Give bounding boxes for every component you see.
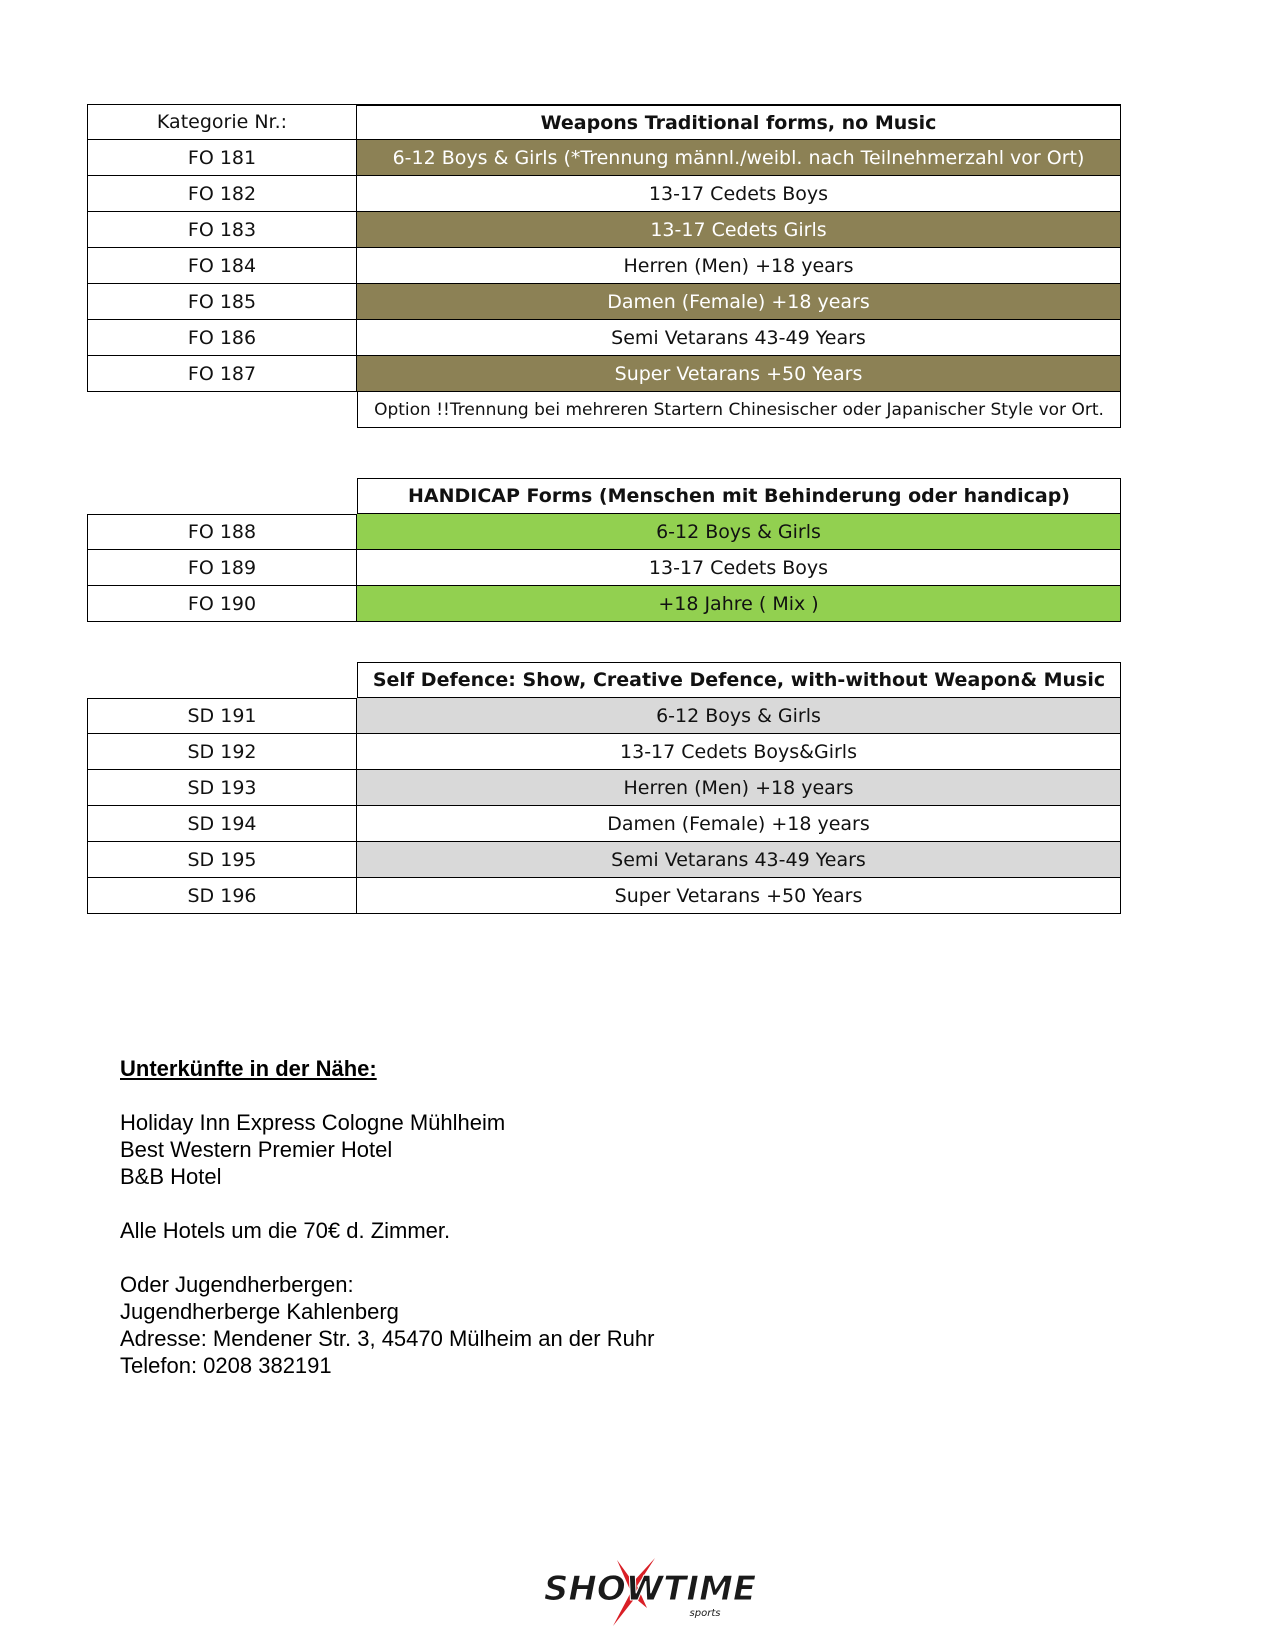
category-code: SD 191 xyxy=(87,698,357,734)
accommodation-title: Unterkünfte in der Nähe: xyxy=(120,1056,377,1081)
category-code: FO 181 xyxy=(87,140,357,176)
category-code: SD 193 xyxy=(87,770,357,806)
category-label: Semi Vetarans 43-49 Years xyxy=(357,842,1121,878)
category-code: FO 190 xyxy=(87,586,357,622)
table-row xyxy=(87,842,1121,878)
category-label: Herren (Men) +18 years xyxy=(357,770,1121,806)
category-label: 6-12 Boys & Girls xyxy=(357,698,1121,734)
hostel-phone: Telefon: 0208 382191 xyxy=(120,1353,332,1378)
table-row xyxy=(87,770,1121,806)
table-row xyxy=(87,284,1121,320)
table-row xyxy=(87,734,1121,770)
table-row xyxy=(87,878,1121,914)
category-label: 13-17 Cedets Girls xyxy=(357,212,1121,248)
logo-subtext: sports xyxy=(689,1608,721,1619)
table-row xyxy=(87,806,1121,842)
table-row xyxy=(87,176,1121,212)
category-code: SD 195 xyxy=(87,842,357,878)
table-row xyxy=(87,320,1121,356)
note-row xyxy=(87,392,1121,428)
table-row xyxy=(87,550,1121,586)
table-header-row xyxy=(87,478,1121,514)
table-row xyxy=(87,356,1121,392)
category-label: Herren (Men) +18 years xyxy=(357,248,1121,284)
weapons-header: Weapons Traditional forms, no Music xyxy=(357,104,1121,140)
empty-cell xyxy=(87,392,357,428)
category-label: Damen (Female) +18 years xyxy=(357,284,1121,320)
table-row xyxy=(87,212,1121,248)
table-header-row xyxy=(87,104,1121,140)
category-label: +18 Jahre ( Mix ) xyxy=(357,586,1121,622)
category-label: 13-17 Cedets Boys xyxy=(357,550,1121,586)
category-code: FO 187 xyxy=(87,356,357,392)
handicap-table xyxy=(87,478,1121,622)
logo-wordmark: SHOWTIME xyxy=(543,1569,757,1609)
category-code: FO 189 xyxy=(87,550,357,586)
hostel-intro: Oder Jugendherbergen: xyxy=(120,1272,354,1297)
table-row xyxy=(87,140,1121,176)
empty-cell xyxy=(87,478,357,514)
category-code: FO 183 xyxy=(87,212,357,248)
showtime-sports-logo xyxy=(543,1548,757,1628)
hotel-item: B&B Hotel xyxy=(120,1164,222,1189)
table-header-row xyxy=(87,662,1121,698)
category-number-header: Kategorie Nr.: xyxy=(87,104,357,140)
category-label: Damen (Female) +18 years xyxy=(357,806,1121,842)
self-defence-header: Self Defence: Show, Creative Defence, with-without Weapon& Music xyxy=(357,662,1121,698)
category-label: 6-12 Boys & Girls xyxy=(357,514,1121,550)
table-row xyxy=(87,586,1121,622)
accommodation-section xyxy=(120,1055,654,1379)
category-code: SD 192 xyxy=(87,734,357,770)
category-label: Super Vetarans +50 Years xyxy=(357,878,1121,914)
category-code: SD 194 xyxy=(87,806,357,842)
category-code: FO 182 xyxy=(87,176,357,212)
weapons-table xyxy=(87,104,1121,428)
category-code: FO 188 xyxy=(87,514,357,550)
category-code: FO 186 xyxy=(87,320,357,356)
category-label: Semi Vetarans 43-49 Years xyxy=(357,320,1121,356)
table-row xyxy=(87,698,1121,734)
category-label: 13-17 Cedets Boys xyxy=(357,176,1121,212)
self-defence-table xyxy=(87,662,1121,914)
handicap-header: HANDICAP Forms (Menschen mit Behinderung oder handicap) xyxy=(357,478,1121,514)
table-row xyxy=(87,248,1121,284)
category-label: Super Vetarans +50 Years xyxy=(357,356,1121,392)
table-row xyxy=(87,514,1121,550)
category-label: 13-17 Cedets Boys&Girls xyxy=(357,734,1121,770)
hotel-item: Holiday Inn Express Cologne Mühlheim xyxy=(120,1110,506,1135)
hotel-item: Best Western Premier Hotel xyxy=(120,1137,393,1162)
weapons-note: Option !!Trennung bei mehreren Startern Chinesischer oder Japanischer Style vor Ort. xyxy=(357,392,1121,428)
category-code: FO 185 xyxy=(87,284,357,320)
empty-cell xyxy=(87,662,357,698)
category-code: SD 196 xyxy=(87,878,357,914)
category-code: FO 184 xyxy=(87,248,357,284)
category-label: 6-12 Boys & Girls (*Trennung männl./weibl. nach Teilnehmerzahl vor Ort) xyxy=(357,140,1121,176)
hostel-address: Adresse: Mendener Str. 3, 45470 Mülheim an der Ruhr xyxy=(120,1326,655,1351)
hostel-name: Jugendherberge Kahlenberg xyxy=(120,1299,399,1324)
price-note: Alle Hotels um die 70€ d. Zimmer. xyxy=(120,1218,451,1243)
